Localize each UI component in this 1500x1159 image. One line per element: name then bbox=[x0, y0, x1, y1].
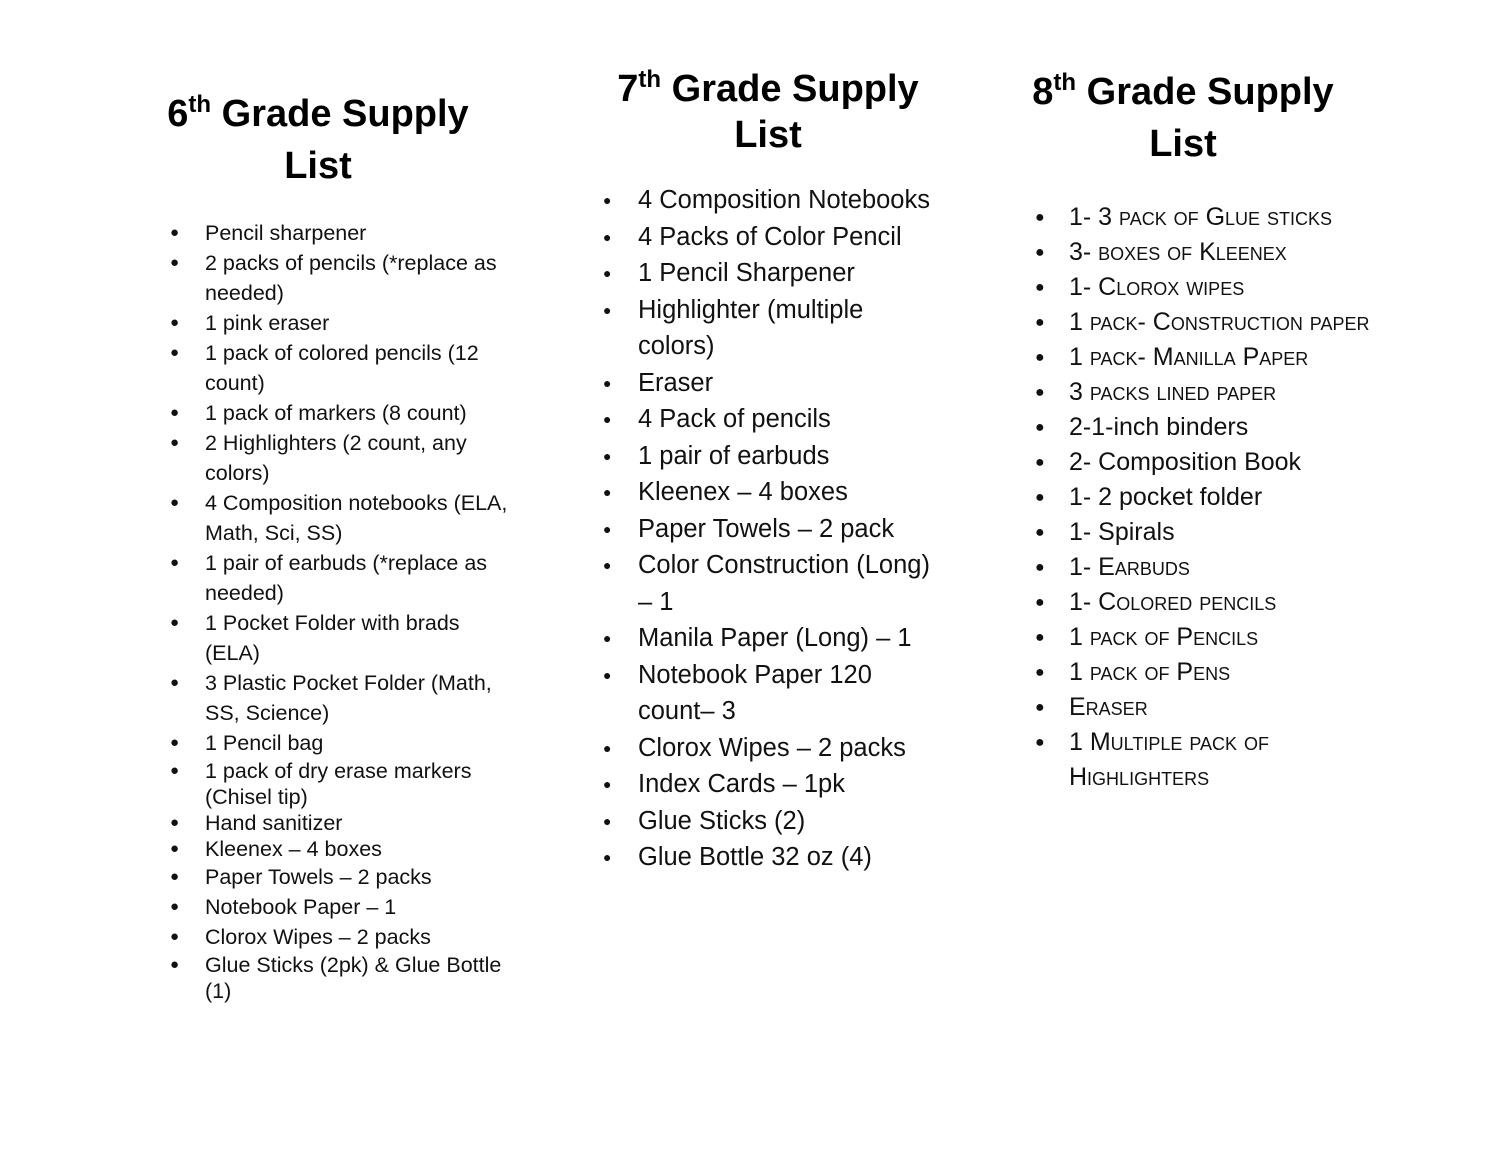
list-item: ● 4 Packs of Color Pencil bbox=[598, 219, 943, 256]
list-item: ● Notebook Paper – 1 bbox=[150, 892, 510, 922]
list-item: ● 1 pair of earbuds bbox=[598, 438, 943, 475]
list-item: ● Clorox Wipes – 2 packs bbox=[598, 730, 943, 767]
list-item: ● 1- 3 pack of Glue sticks bbox=[1028, 200, 1378, 235]
list-item: ● 2-1-inch binders bbox=[1028, 410, 1378, 445]
list-item: ● Kleenex – 4 boxes bbox=[150, 836, 510, 862]
grade7-title-list: List bbox=[734, 114, 802, 156]
list-item: ● 1 pack of colored pencils (12 count) bbox=[150, 338, 510, 398]
grade6-title-list: List bbox=[284, 145, 352, 187]
list-item: ● 3 packs lined paper bbox=[1028, 375, 1378, 410]
list-item: ● Color Construction (Long) – 1 bbox=[598, 547, 943, 620]
grade8-title-number: 8 bbox=[1032, 71, 1054, 113]
list-item: ● 4 Pack of pencils bbox=[598, 401, 943, 438]
list-item: ● 1- Earbuds bbox=[1028, 550, 1378, 585]
grade6-title-number: 6 bbox=[167, 93, 189, 135]
list-item: ● Notebook Paper 120 count– 3 bbox=[598, 657, 943, 730]
list-item: ● 4 Composition notebooks (ELA, Math, Sci, SS) bbox=[150, 488, 510, 548]
grade8-title-list: List bbox=[1149, 123, 1217, 165]
list-item: ● 1 pair of earbuds (*replace as needed) bbox=[150, 548, 510, 608]
grade8-title bbox=[1028, 66, 1338, 170]
list-item: ● Manila Paper (Long) – 1 bbox=[598, 620, 943, 657]
grade6-supply-list bbox=[150, 88, 510, 1004]
list-item: ● 4 Composition Notebooks bbox=[598, 182, 943, 219]
list-item: ● 3- boxes of Kleenex bbox=[1028, 235, 1378, 270]
list-item: ● Eraser bbox=[1028, 690, 1378, 725]
list-item: ● 1 pack- Manilla Paper bbox=[1028, 340, 1378, 375]
list-item: ● Glue Sticks (2) bbox=[598, 803, 943, 840]
list-item: ● 2- Composition Book bbox=[1028, 445, 1378, 480]
grade7-title-text: Grade Supply bbox=[661, 68, 919, 110]
list-item: ● 1 Pencil bag bbox=[150, 728, 510, 758]
list-item: ● 1- Clorox wipes bbox=[1028, 270, 1378, 305]
list-item: ● Glue Sticks (2pk) & Glue Bottle (1) bbox=[150, 952, 510, 1004]
list-item: ● Kleenex – 4 boxes bbox=[598, 474, 943, 511]
list-item: ● Paper Towels – 2 packs bbox=[150, 862, 510, 892]
grade8-title-text: Grade Supply bbox=[1076, 71, 1334, 113]
grade6-items bbox=[150, 218, 510, 1004]
list-item: ● 1 pack of markers (8 count) bbox=[150, 398, 510, 428]
list-item: ● Hand sanitizer bbox=[150, 810, 510, 836]
list-item: ● Glue Bottle 32 oz (4) bbox=[598, 839, 943, 876]
list-item: ● 1- Colored pencils bbox=[1028, 585, 1378, 620]
grade8-supply-list bbox=[1028, 66, 1378, 795]
list-item: ● 1- Spirals bbox=[1028, 515, 1378, 550]
grade6-title-ordinal: th bbox=[188, 91, 212, 118]
list-item: ● Paper Towels – 2 pack bbox=[598, 511, 943, 548]
list-item: ● 1 pack- Construction paper bbox=[1028, 305, 1378, 340]
list-item: ● 3 Plastic Pocket Folder (Math, SS, Science) bbox=[150, 668, 510, 728]
grade7-title bbox=[598, 66, 938, 158]
list-item: ● 2 Highlighters (2 count, any colors) bbox=[150, 428, 510, 488]
list-item: ● 1- 2 pocket folder bbox=[1028, 480, 1378, 515]
list-item: ● 1 Pencil Sharpener bbox=[598, 255, 943, 292]
grade8-title-ordinal: th bbox=[1053, 69, 1077, 96]
list-item: ● Eraser bbox=[598, 365, 943, 402]
list-item: ● Pencil sharpener bbox=[150, 218, 510, 248]
list-item: ● 1 pack of Pens bbox=[1028, 655, 1378, 690]
list-item: ● 1 pack of dry erase markers (Chisel tip) bbox=[150, 758, 510, 810]
grade7-title-number: 7 bbox=[617, 68, 639, 110]
grade7-supply-list bbox=[598, 66, 943, 876]
list-item: ● 1 Pocket Folder with brads (ELA) bbox=[150, 608, 510, 668]
grade7-items bbox=[598, 182, 943, 876]
list-item: ● Index Cards – 1pk bbox=[598, 766, 943, 803]
list-item: ● 1 pink eraser bbox=[150, 308, 510, 338]
list-item: ● Clorox Wipes – 2 packs bbox=[150, 922, 510, 952]
grade7-title-ordinal: th bbox=[638, 66, 662, 93]
list-item: ● 1 pack of Pencils bbox=[1028, 620, 1378, 655]
list-item: ● 1 Multiple pack of Highlighters bbox=[1028, 725, 1378, 795]
list-item: ● Highlighter (multiple colors) bbox=[598, 292, 943, 365]
list-item: ● 2 packs of pencils (*replace as needed) bbox=[150, 248, 510, 308]
grade8-items bbox=[1028, 200, 1378, 795]
grade6-title bbox=[150, 88, 486, 192]
grade6-title-text: Grade Supply bbox=[211, 93, 469, 135]
